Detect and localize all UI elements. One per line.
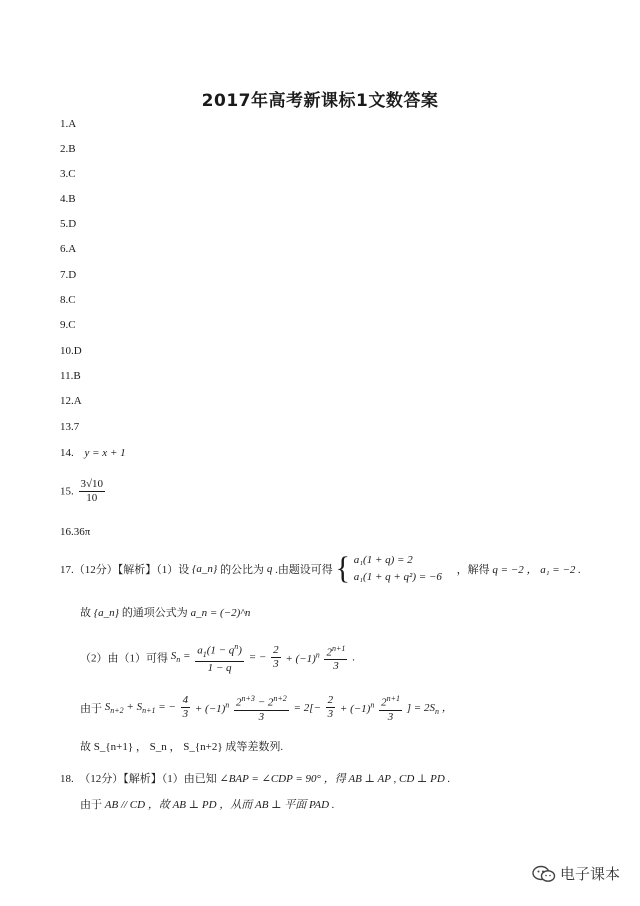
- answer-15-denominator: 10: [86, 492, 98, 504]
- q18-heading: 18. （12分）【解析】（1）由已知: [60, 773, 217, 785]
- q17-line-4: 由于 $S_{n+2} + S_{n+1}$ = − $\frac{4}{3}$ + $(-1)^n$ $\frac{2^{n+3} - 2^{n+2}}{3}$ = 2[− $\frac{2}{3}$ + $(-1)^n$ $\frac{2^{n+1}}{3}$ ] = $2S_n$ ，: [80, 694, 453, 723]
- q18-statement-1: ∠BAP = ∠CDP = 90° ，得 AB ⊥ AP , CD ⊥ PD .: [219, 773, 451, 785]
- answer-item: 2.B: [60, 143, 76, 155]
- q17-line-2: [80, 604, 250, 620]
- equation-1: a₁(1 + q) = 2: [353, 554, 413, 566]
- sum-frac-1: $\frac{a_1(1 - q^n)}{1 - q}$: [197, 642, 242, 674]
- q17-l2-text-b: 的通项公式为: [121, 607, 188, 619]
- l4-frac-4: $\frac{2^{n+1}}{3}$: [381, 694, 400, 723]
- q17-line-1: [60, 552, 581, 586]
- wechat-icon: [532, 865, 556, 883]
- answer-14-expression: y = x + 1: [84, 447, 126, 459]
- q17-sequence: {a_n}: [192, 563, 218, 575]
- watermark: [532, 863, 620, 884]
- answer-item: 9.C: [60, 319, 76, 331]
- answer-item: 13.7: [60, 421, 80, 433]
- l4-frac-1: $\frac{4}{3}$: [182, 694, 189, 721]
- l4-frac-3: $\frac{2}{3}$: [327, 694, 334, 721]
- answer-15-fraction: [79, 478, 106, 505]
- q17-solution: q = −2 ， a₁ = −2 .: [492, 564, 581, 576]
- general-term-formula: a_n = (−2)^n: [190, 607, 251, 619]
- answer-14: [60, 447, 126, 459]
- q17-text-1: 的公比为: [220, 564, 265, 576]
- equation-system: [354, 552, 442, 586]
- answer-item: 12.A: [60, 395, 82, 407]
- q17-l3-text: （2）由（1）可得: [80, 652, 168, 665]
- answer-item: 11.B: [60, 370, 81, 382]
- answer-item: 5.D: [60, 218, 77, 230]
- q17-text-2: .由题设可得: [275, 564, 333, 576]
- sum-frac-3: $\frac{2^{n+1}}{3}$: [326, 643, 346, 673]
- answer-16: 16.36π: [60, 526, 91, 538]
- answer-item: 6.A: [60, 243, 77, 255]
- watermark-text: 电子课本: [559, 865, 620, 883]
- q18-statement-2: AB // CD ，故 AB ⊥ PD ，从而 AB ⊥ 平面 PAD .: [104, 799, 335, 811]
- equation-2: a₁(1 + q + q²) = −6: [353, 571, 442, 583]
- q17-l2-text-a: 故: [80, 607, 91, 619]
- q18-l2-text: 由于: [80, 799, 102, 811]
- answer-15-numerator: 3√10: [80, 478, 104, 490]
- l4-frac-2: $\frac{2^{n+3} - 2^{n+2}}{3}$: [236, 694, 287, 723]
- q17-l2-sequence: {a_n}: [93, 607, 120, 619]
- sum-frac-2: $\frac{2}{3}$: [273, 643, 279, 670]
- answer-15-number: 15.: [60, 485, 74, 498]
- q17-ratio: q: [266, 563, 273, 575]
- answer-item: 3.C: [60, 168, 76, 180]
- q17-text-3: ，解得: [456, 564, 490, 576]
- q18-line-2: [80, 796, 335, 812]
- page-title: 2017年高考新课标1文数答案: [201, 91, 439, 111]
- q18-line-1: [60, 770, 450, 786]
- answer-item: 4.B: [60, 193, 76, 205]
- answer-item: 10.D: [60, 345, 82, 357]
- q17-line-3: （2）由（1）可得 $S_n$ = $\frac{a_1(1 - q^n)}{1 - q}$ = − $\frac{2}{3}$ + $(-1)^n$ $\frac{2^{n+1}}{3}$ .: [80, 642, 355, 674]
- q17-line-5: 故 S_{n+1} ， S_n ， S_{n+2} 成等差数列.: [80, 741, 284, 753]
- answer-item: 8.C: [60, 294, 76, 306]
- answer-item: 7.D: [60, 269, 77, 281]
- q17-l4-text: 由于: [80, 702, 102, 715]
- q17-heading: 17.（12分）【解析】（1）设: [60, 564, 190, 576]
- answer-item: 1.A: [60, 118, 77, 130]
- answer-15: [60, 478, 107, 505]
- answer-14-number: 14.: [60, 447, 74, 459]
- sum-formula-lhs: $S_n$ =: [170, 650, 191, 665]
- system-brace: {: [335, 551, 350, 586]
